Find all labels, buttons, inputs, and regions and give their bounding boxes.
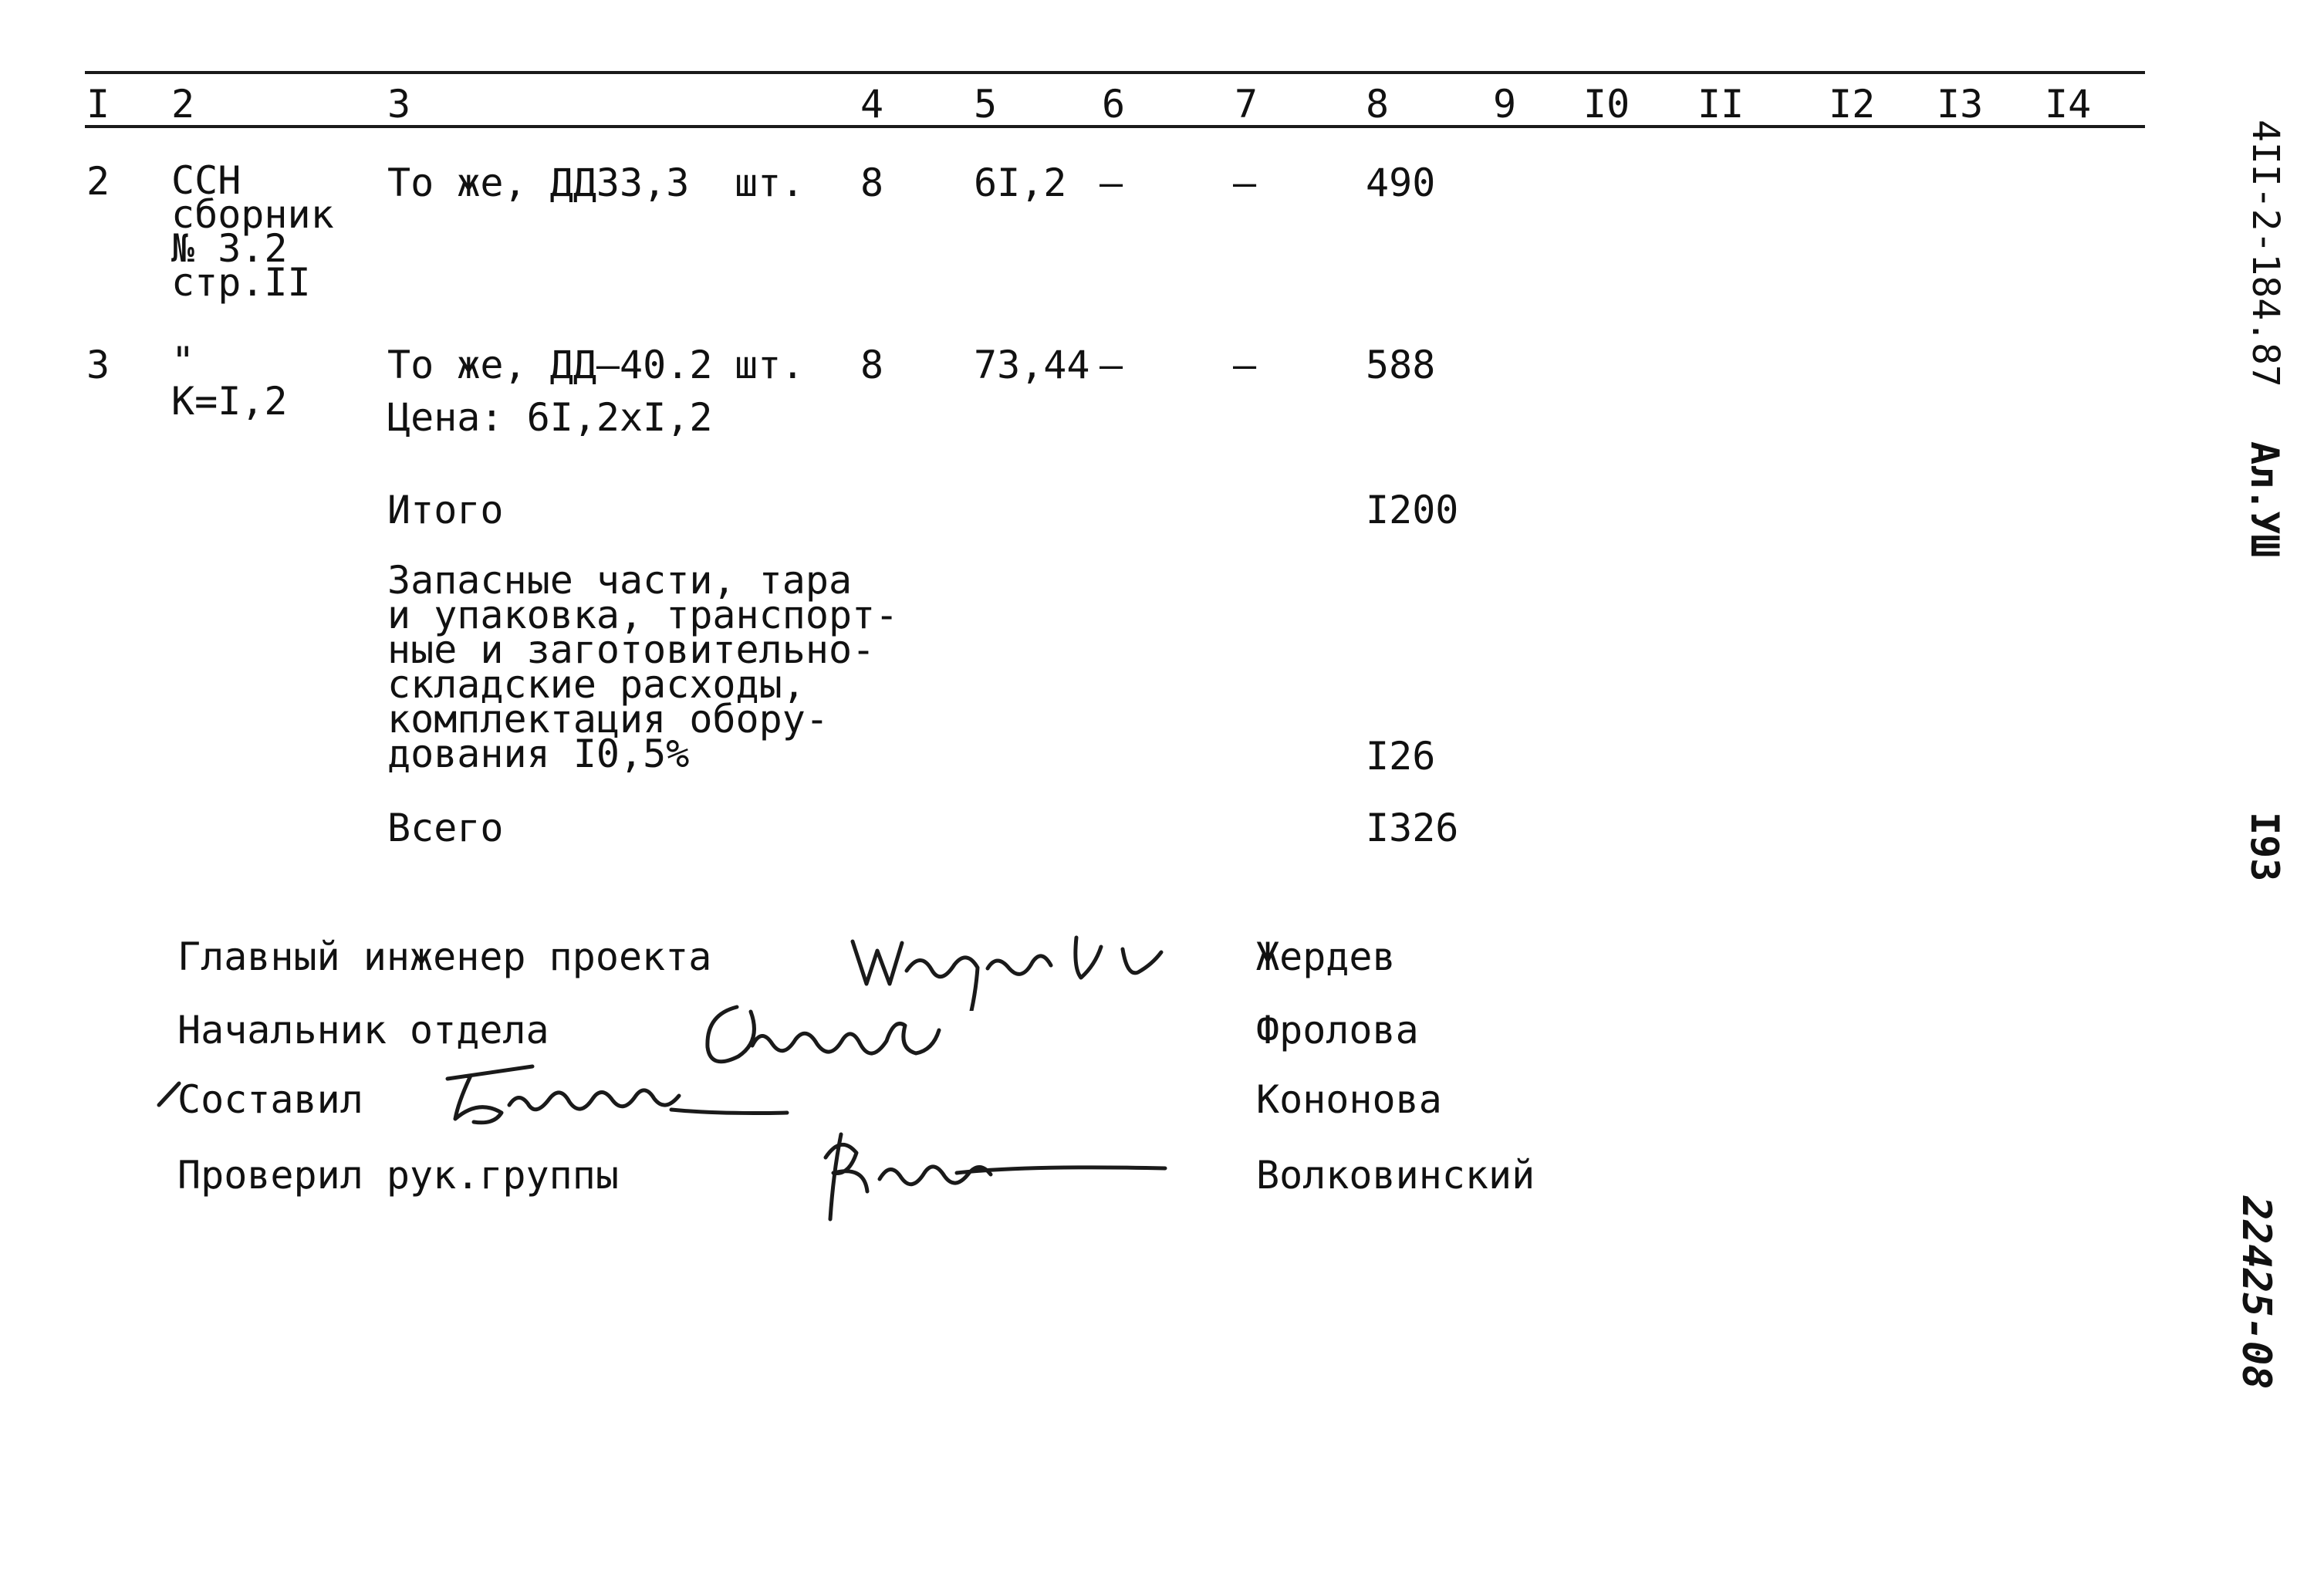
header-col-2: 2 <box>171 82 195 127</box>
row-price: 73,44 <box>974 343 1090 387</box>
signature-role: Начальник отдела <box>177 1008 549 1053</box>
header-col-1: I <box>86 82 110 127</box>
grand-total-value: I326 <box>1366 806 1459 850</box>
row-col7: – <box>1233 161 1257 205</box>
header-col-12: I2 <box>1829 82 1876 127</box>
row-total: 490 <box>1366 161 1436 205</box>
row-number: 3 <box>86 343 110 387</box>
row-price: 6I,2 <box>974 161 1067 205</box>
surcharge-value: I26 <box>1366 734 1436 779</box>
row-source: ССН сборник № 3.2 стр.II <box>171 158 334 305</box>
signature-name: Жердев <box>1256 934 1396 979</box>
album-label: Ал.УШ <box>2242 441 2287 558</box>
signature-role: Главный инженер проекта <box>177 934 712 979</box>
header-col-6: 6 <box>1102 82 1126 127</box>
margin-tick-mark <box>153 1079 184 1110</box>
row-unit: шт. <box>735 343 805 387</box>
row-col6: – <box>1100 161 1123 205</box>
signature-role: Составил <box>177 1077 363 1122</box>
signature-name: Фролова <box>1256 1008 1419 1053</box>
signature-name: Волковинский <box>1256 1153 1535 1198</box>
row-col6: – <box>1100 343 1123 387</box>
handwritten-signature <box>810 1119 1173 1227</box>
signature-name: Кононова <box>1256 1077 1442 1122</box>
subtotal-label: Итого <box>387 488 504 532</box>
header-col-11: II <box>1697 82 1745 127</box>
header-col-4: 4 <box>860 82 884 127</box>
header-col-13: I3 <box>1937 82 1984 127</box>
row-qty: 8 <box>860 161 884 205</box>
handwritten-signature <box>417 1049 833 1134</box>
header-col-7: 7 <box>1235 82 1258 127</box>
header-col-5: 5 <box>974 82 998 127</box>
inventory-number: 22425-08 <box>2233 1196 2279 1390</box>
subtotal-value: I200 <box>1366 488 1459 532</box>
surcharge-label: Запасные части, тара и упаковка, транспорт- ные и заготовительно- складские расходы, комплектация обору- дования I0,5% <box>387 558 899 776</box>
row-qty: 8 <box>860 343 884 387</box>
document-code: 4II-2-184.87 <box>2244 120 2287 387</box>
header-top-rule <box>85 71 2145 74</box>
header-col-8: 8 <box>1366 82 1390 127</box>
row-col7: – <box>1233 343 1257 387</box>
header-col-9: 9 <box>1493 82 1517 127</box>
signature-role: Проверил рук.группы <box>177 1153 619 1198</box>
row-note: Цена: 6I,2хI,2 <box>387 395 713 440</box>
header-col-3: 3 <box>387 82 411 127</box>
row-number: 2 <box>86 159 110 204</box>
row-total: 588 <box>1366 343 1436 387</box>
row-unit: шт. <box>735 161 805 205</box>
row-name: То же, ДД–40.2 <box>387 343 713 387</box>
header-col-14: I4 <box>2045 82 2092 127</box>
grand-total-label: Всего <box>387 806 504 850</box>
header-col-10: I0 <box>1583 82 1630 127</box>
page-number: I93 <box>2242 812 2287 882</box>
row-source: " К=I,2 <box>171 339 288 424</box>
row-name: То же, ДД33,3 <box>387 161 690 205</box>
